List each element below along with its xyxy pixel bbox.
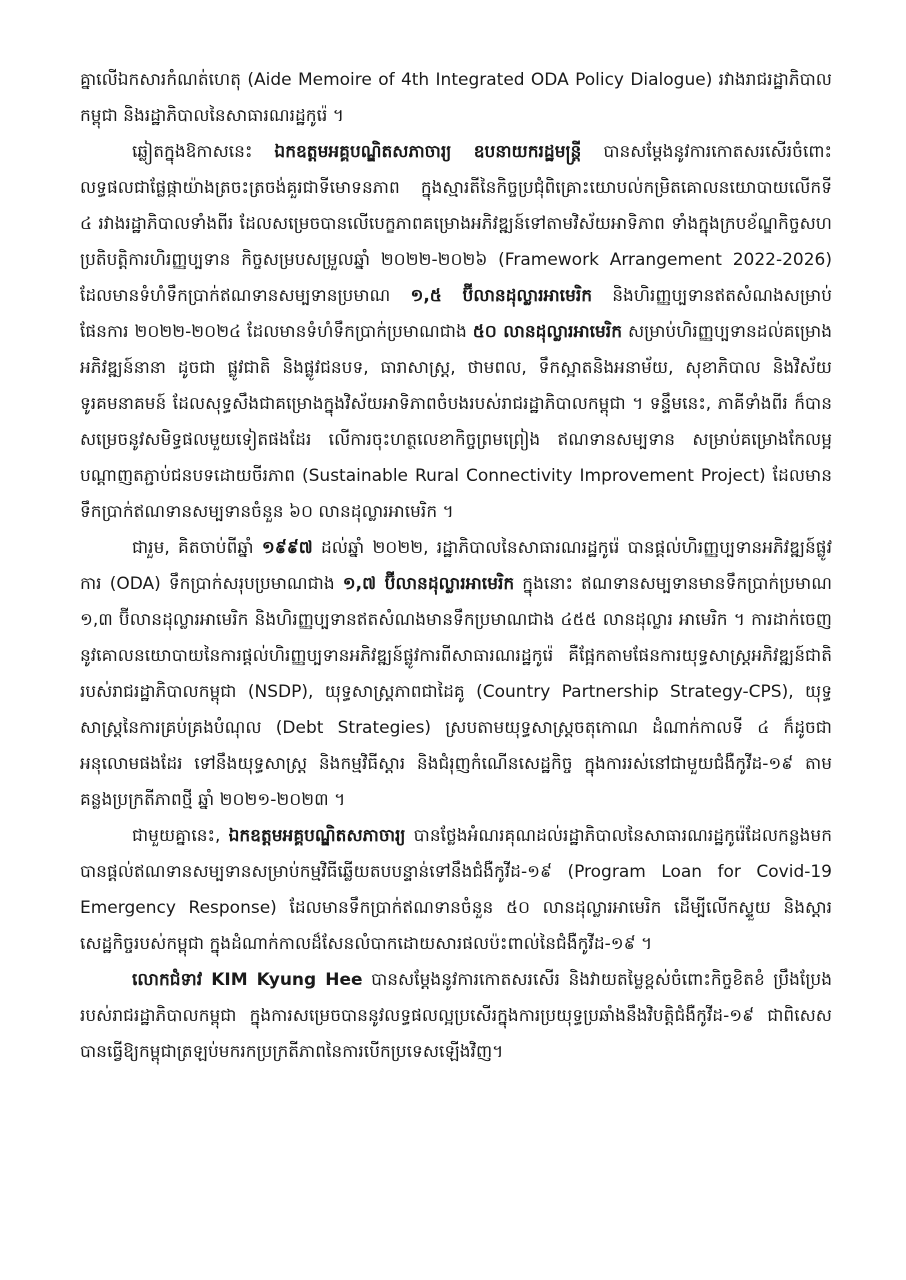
paragraph-p1 [80,62,832,134]
document-page [80,62,832,1070]
text-run-bold: ឯកឧត្តមអគ្គបណ្ឌិតសភាចារ្យ ឧបនាយករដ្ឋមន្ត្រី [274,142,582,162]
text-run: គ្នាលើឯកសារកំណត់ហេតុ (Aide Memoire of 4th Integrated ODA Policy Dialogue) រវាងរាជរដ្ឋាភិបាលកម្ពុជា និងរដ្ឋាភិបាលនៃសាធារណរដ្ឋកូរ៉េ ។ [80,70,832,126]
text-run: បានសម្តែងនូវការកោតសរសើរ និងវាយតម្លៃខ្ពស់ចំពោះកិច្ចខិតខំ ប្រឹងប្រែងរបស់រាជរដ្ឋាភិបាលកម្ពុជា ក្នុងការសម្រេចបាននូវលទ្ធផលល្អប្រសើរក្នុងការប្រយុទ្ធប្រឆាំងនឹងវិបត្តិជំងឺកូវីដ-១៩ ជាពិសេសបានធ្វើឱ្យកម្ពុជាត្រឡប់មករកប្រក្រតីភាពនៃការបើកប្រទេសឡើងវិញ។ [80,970,832,1062]
text-run-bold: ១,៧ ប៊ីលានដុល្លារអាមេរិក [342,574,515,594]
text-run: បានថ្លែងអំណរគុណដល់រដ្ឋាភិបាលនៃសាធារណរដ្ឋកូរ៉េដែលកន្លងមក បានផ្តល់ឥណទានសម្បទានសម្រាប់កម្មវិធីឆ្លើយតបបន្ទាន់ទៅនឹងជំងឺកូវីដ-១៩ (Program Loan for Covid-19 Emergency Response) ដែលមានទឹកប្រាក់ឥណទានចំនួន ៥០ លានដុល្លារអាមេរិក ដើម្បីលើកស្ទួយ និងស្តារសេដ្ឋកិច្ចរបស់កម្ពុជា ក្នុងដំណាក់កាលដ៏សែនលំបាកដោយសារផលប៉ះពាល់នៃជំងឺកូវីដ-១៩ ។ [80,826,832,954]
text-run-bold: លោកជំទាវ KIM Kyung Hee [132,970,363,990]
text-run-bold: ១,៥ ប៊ីលានដុល្លារអាមេរិក [410,286,593,306]
text-run: សម្រាប់ហិរញ្ញប្បទានដល់គម្រោងអភិវឌ្ឍន៍នានា ដូចជា ផ្លូវជាតិ និងផ្លូវជនបទ, ធារាសាស្ត្រ, ថាមពល, ទឹកស្អាតនិងអនាម័យ, សុខាភិបាល និងវិស័យទូរគមនាគមន៍ ដែលសុទ្ធសឹងជាគម្រោងក្នុងវិស័យអាទិភាពចំបងរបស់រាជរដ្ឋាភិបាលកម្ពុជា ។ ទន្ទឹមនេះ, ភាគីទាំងពីរ ក៏បានសម្រេចនូវសមិទ្ធផលមួយទៀតផងដែរ លើការចុះហត្ថលេខាកិច្ចព្រមព្រៀង ឥណទានសម្បទាន សម្រាប់គម្រោងកែលម្អបណ្តាញតភ្ជាប់ជនបទដោយចីរភាព (Sustainable Rural Connectivity Improvement Project) ដែលមានទឹកប្រាក់ឥណទានសម្បទានចំនួន ៦០ លានដុល្លារអាមេរិក ។ [80,322,832,522]
text-run: ឆ្លៀតក្នុងឱកាសនេះ [132,142,275,162]
text-run: ក្នុងនោះ ឥណទានសម្បទានមានទឹកប្រាក់ប្រមាណ ១,៣ ប៊ីលានដុល្លារអាមេរិក និងហិរញ្ញប្បទានឥតសំណងមានទឹកប្រមាណជាង ៤៥៥ លានដុល្លារ អាមេរិក ។ ការដាក់ចេញនូវគោលនយោបាយនៃការផ្តល់ហិរញ្ញប្បទានអភិវឌ្ឍន៍ផ្លូវការពីសាធារណរដ្ឋកូរ៉េ គឺផ្អែកតាមផែនការយុទ្ធសាស្ត្រអភិវឌ្ឍន៍ជាតិរបស់រាជរដ្ឋាភិបាលកម្ពុជា (NSDP), យុទ្ធសាស្ត្រភាពជាដៃគូ (Country Partnership Strategy-CPS), យុទ្ធសាស្ត្រនៃការគ្រប់គ្រងបំណុល (Debt Strategies) ស្របតាមយុទ្ធសាស្ត្រចតុកោណ ដំណាក់កាលទី ៤ ក៏ដូចជា អនុលោមផងដែរ ទៅនឹងយុទ្ធសាស្ត្រ និងកម្មវិធីស្តារ និងជំរុញកំណើនសេដ្ឋកិច្ច ក្នុងការរស់នៅជាមួយជំងឺកូវីដ-១៩ តាមគន្លងប្រក្រតីភាពថ្មី ឆ្នាំ ២០២១-២០២៣ ។ [80,574,832,810]
text-run: ជារួម, គិតចាប់ពីឆ្នាំ [132,538,262,558]
paragraph-p3 [80,530,832,818]
text-run-bold: ឯកឧត្តមអគ្គបណ្ឌិតសភាចារ្យ [228,826,406,846]
text-run-bold: ១៩៩៧ [261,538,313,558]
text-run: ជាមួយគ្នានេះ, [132,826,229,846]
paragraph-p5 [80,962,832,1070]
text-run: បានសម្តែងនូវការកោតសរសើរចំពោះលទ្ធផលជាផ្លែផ្កាយ៉ាងត្រចះត្រចង់គួរជាទីមោទនភាព ក្នុងស្មារតីនៃកិច្ចប្រជុំពិគ្រោះយោបល់កម្រិតគោលនយោបាយលើកទី ៤ រវាងរដ្ឋាភិបាលទាំងពីរ ដែលសម្រេចបានលើបេក្ខភាពគម្រោងអភិវឌ្ឍន៍ទៅតាមវិស័យអាទិភាព ទាំងក្នុងក្របខ័ណ្ឌកិច្ចសហប្រតិបត្តិការហិរញ្ញប្បទាន កិច្ចសម្របសម្រួលឆ្នាំ ២០២២-២០២៦ (Framework Arrangement 2022-2026) ដែលមានទំហំទឹកប្រាក់ឥណទានសម្បទានប្រមាណ [80,142,833,306]
text-run-bold: ៥០ លានដុល្លារអាមេរិក [472,322,622,342]
paragraph-p2 [80,134,832,530]
text-run: ដល់ឆ្នាំ ២០២២, រដ្ឋាភិបាលនៃសាធារណរដ្ឋកូរ៉េ បានផ្តល់ហិរញ្ញប្បទានអភិវឌ្ឍន៍ផ្លូវការ (ODA) ទឹកប្រាក់សរុបប្រមាណជាង [80,538,832,594]
text-run: និងហិរញ្ញប្បទានឥតសំណងសម្រាប់ផែនការ ២០២២-២០២៤ ដែលមានទំហំទឹកប្រាក់ប្រមាណជាង [80,286,832,342]
paragraph-p4 [80,818,832,962]
